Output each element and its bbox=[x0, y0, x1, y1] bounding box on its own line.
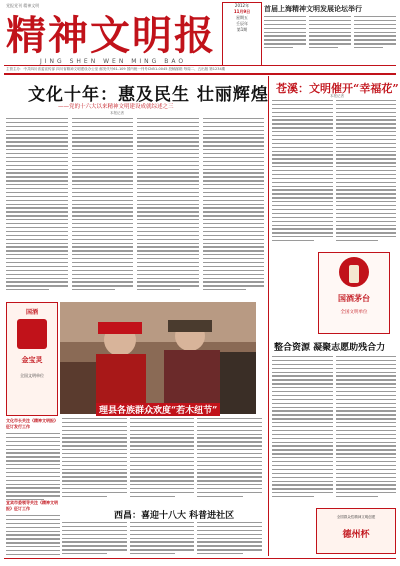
issue-lunar: 壬辰年 bbox=[236, 21, 248, 26]
lead-headline: 文化十年：惠及民生 壮丽辉煌 bbox=[28, 85, 269, 105]
bottom-story-body bbox=[62, 522, 262, 558]
issue-date-box bbox=[222, 2, 262, 66]
left-ad-label: 金宝灵 bbox=[21, 355, 43, 364]
issue-weekday: 星期五 bbox=[236, 15, 248, 20]
left-ad[interactable] bbox=[6, 302, 58, 416]
masthead-rule bbox=[4, 65, 396, 66]
issue-date: 11月9日 bbox=[233, 9, 251, 14]
right-bottom-headline: 整合资源 凝聚志愿助残合力 bbox=[274, 343, 386, 353]
side-story-headline: 苍溪：文明催开“幸福花” bbox=[276, 82, 399, 95]
top-story-body bbox=[264, 16, 396, 66]
left-notice-1[interactable] bbox=[6, 418, 60, 503]
lead-body bbox=[6, 118, 264, 300]
news-photo bbox=[60, 302, 256, 414]
issue-year: 2012年 bbox=[234, 3, 250, 8]
left-notice-2-title: 宜宾市委领导关注《精神文明报》征订工作 bbox=[6, 500, 58, 511]
wine-tagline: 全国文明单位 bbox=[340, 310, 368, 315]
lead-subtitle: ——党的十六大以来精神文明建设成就综述之三 bbox=[58, 104, 174, 110]
wine-bottle-icon bbox=[349, 265, 359, 283]
left-notice-1-title: 文化市长关注《精神文明报》征订发行工作 bbox=[6, 418, 58, 429]
news-photo-image bbox=[60, 302, 256, 414]
footer-rule bbox=[4, 558, 396, 559]
left-ad-top: 国酒 bbox=[25, 309, 38, 316]
masthead-title: 精神文明报 bbox=[6, 12, 216, 59]
masthead-pinyin: JING SHEN WEN MING BAO bbox=[40, 58, 187, 65]
photo-story-body bbox=[62, 418, 262, 506]
photo-caption: 理县各族群众欢度“若木纽节” bbox=[96, 403, 220, 416]
lead-byline: 本报记者 bbox=[110, 111, 124, 115]
bottom-story-headline: 西昌：喜迎十八大 科普进社区 bbox=[114, 511, 235, 521]
left-ad-tagline: 全国文明单位 bbox=[20, 373, 44, 378]
side-story-byline: 本报记者 bbox=[330, 94, 344, 98]
masthead bbox=[0, 0, 400, 70]
side-story-body bbox=[272, 100, 396, 250]
wine-brand: 国酒茅台 bbox=[338, 293, 370, 303]
right-bottom-body bbox=[272, 356, 396, 506]
top-story-headline: 首届上海精神文明发展论坛举行 bbox=[264, 4, 362, 13]
bottom-right-ad[interactable] bbox=[316, 508, 396, 554]
info-rule bbox=[4, 73, 396, 75]
left-notice-2[interactable] bbox=[6, 500, 60, 565]
info-bar: 主管主办：中共四川省委宣传部 四川省精神文明建设办公室 邮发代号61-109 国内统一刊号CN51-0045 投稿邮箱 每周二、五出版 第1234期 bbox=[6, 67, 226, 71]
bottom-right-ad-tag: 全国群众性精神文明创建 bbox=[336, 515, 376, 519]
column-divider bbox=[268, 76, 269, 556]
issue-edition: 第1期 bbox=[236, 27, 248, 32]
left-ad-logo-icon bbox=[17, 319, 47, 349]
wine-ad[interactable] bbox=[318, 252, 390, 334]
masthead-tags: 党报党刊 精神文明 bbox=[6, 3, 40, 8]
bottom-right-ad-brand: 德州杯 bbox=[342, 530, 370, 540]
